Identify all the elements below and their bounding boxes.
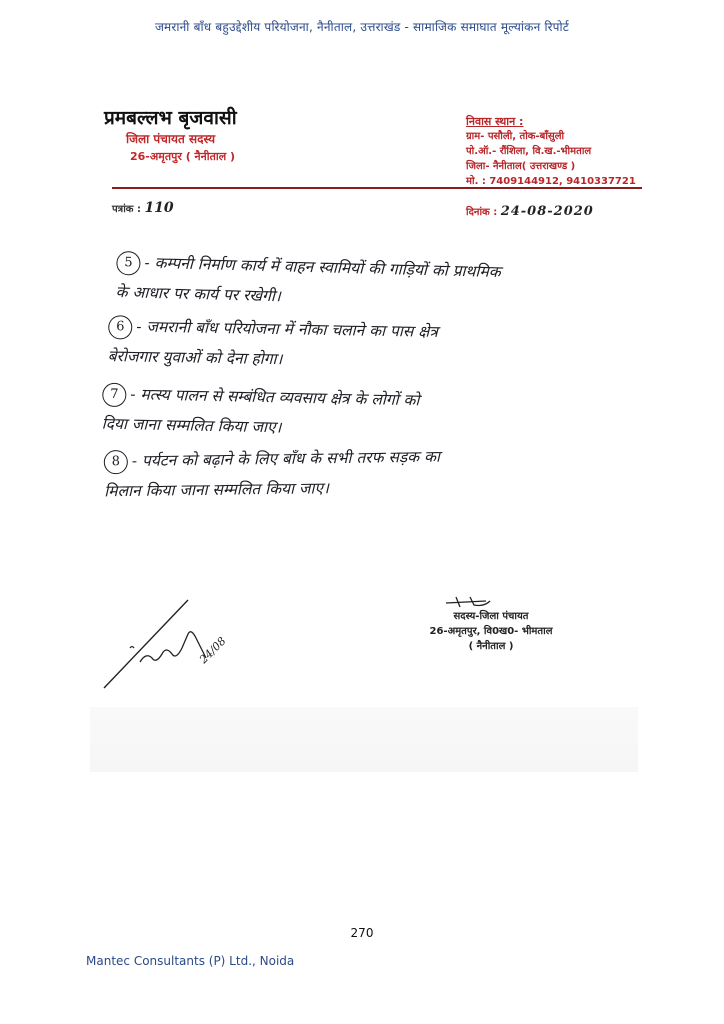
letter-date: [466, 204, 594, 219]
list-item: [104, 442, 441, 507]
item-text: बेरोजगार युवाओं को देना होगा।: [107, 347, 283, 369]
stamp-line: सदस्य-जिला पंचायत: [453, 611, 529, 622]
letterhead-divider: [112, 187, 642, 189]
item-number: 5: [116, 251, 141, 276]
list-item: [115, 247, 501, 317]
page-footer: Mantec Consultants (P) Ltd., Noida: [86, 954, 295, 968]
residence-line: पो.ऑ.- रौंशिला, वि.ख.-भीमताल: [466, 146, 592, 157]
item-text: - जमरानी बाँध परियोजना में नौका चलाने का पास क्षेत्र: [136, 317, 439, 341]
date-value: 24-08-2020: [500, 204, 594, 219]
bleed-through-area: [90, 707, 638, 772]
letterhead-designation: जिला पंचायत सदस्य: [126, 132, 216, 146]
item-text: मिलान किया जाना सम्मलित किया जाए।: [104, 479, 330, 501]
official-stamp: [416, 595, 566, 654]
signature-scribble: [100, 592, 240, 702]
date-label: दिनांक :: [466, 207, 501, 218]
residence-line: जिला- नैनीताल( उत्तराखण्ड ): [466, 161, 576, 172]
residence-phone: मो. : 7409144912, 9410337721: [466, 176, 636, 187]
signature-date: 24/08: [196, 634, 229, 667]
item-number: 6: [108, 315, 132, 339]
stamp-line: 26-अमृतपुर, वि0ख0- भीमताल: [429, 626, 553, 637]
item-number: 7: [102, 383, 126, 407]
reference-value: 110: [144, 200, 174, 216]
reference-number: [112, 200, 174, 216]
item-text: दिया जाना सम्मलित किया जाए।: [101, 414, 282, 437]
stamp-line: ( नैनीताल ): [468, 641, 514, 652]
item-text: - कम्पनी निर्माण कार्य में वाहन स्वामियों की गाड़ियों को प्राथमिक: [144, 253, 501, 282]
stamp-signature-scribble: [416, 595, 566, 609]
letterhead-constituency: 26-अमृतपुर ( नैनीताल ): [130, 150, 236, 163]
page-number: 270: [350, 926, 374, 940]
residence-address: [466, 114, 636, 189]
list-item: [108, 311, 439, 377]
scanned-letter: [86, 92, 642, 772]
item-text: के आधार पर कार्य पर रखेगी।: [115, 282, 281, 306]
letterhead-name: प्रमबल्लभ बृजवासी: [104, 107, 237, 129]
residence-line: ग्राम- पसौली, तोक-बाँसुली: [466, 131, 565, 142]
item-text: - पर्यटन को बढ़ाने के लिए बाँध के सभी तरफ सड़क का: [131, 447, 441, 470]
item-number: 8: [104, 450, 128, 474]
page-header: जमरानी बाँध बहुउद्देशीय परियोजना, नैनीताल, उत्तराखंड - सामाजिक समाघात मूल्यांकन रिपोर्ट: [154, 20, 570, 34]
residence-title: निवास स्थान :: [466, 115, 524, 128]
handwritten-signature: [100, 592, 240, 702]
list-item: [101, 379, 419, 446]
reference-label: पत्रांक :: [112, 204, 145, 215]
item-text: - मत्स्य पालन से सम्बंधित व्यवसाय क्षेत्र के लोगों को: [130, 385, 420, 410]
